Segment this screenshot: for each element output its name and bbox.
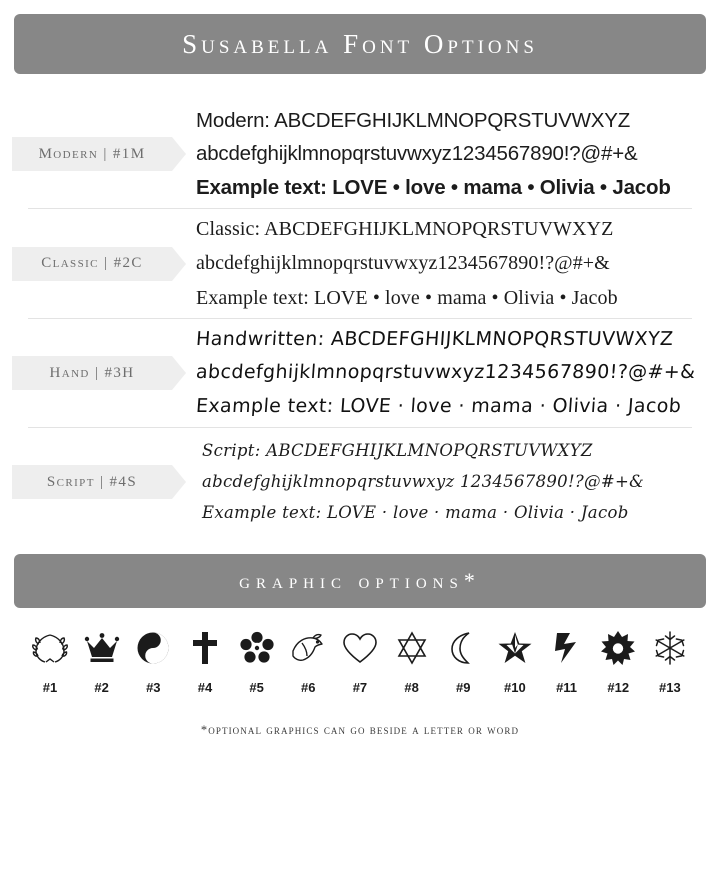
font-tag-label: Classic | #2C (41, 255, 143, 272)
graphic-options-title: graphic options* (239, 568, 481, 594)
font-tag-label: Hand | #3H (49, 364, 135, 381)
crown-icon (82, 626, 122, 670)
font-sample-uppercase: Modern: ABCDEFGHIJKLMNOPQRSTUVWXYZ (196, 109, 631, 133)
font-sample-uppercase: Classic: ABCDEFGHIJKLMNOPQRSTUVWXYZ (196, 218, 614, 240)
font-tag-wrap-hand (0, 356, 196, 390)
graphic-code: #12 (607, 680, 630, 696)
graphic-code: #8 (404, 680, 419, 696)
graphic-option-3[interactable] (129, 626, 177, 695)
font-sample-lowercase: abcdefghijklmnopqrstuvwxyz1234567890!?@#+& (196, 142, 638, 166)
font-options-sheet (0, 14, 720, 870)
font-tag-classic (12, 247, 172, 281)
font-tag-wrap-script (0, 465, 196, 499)
graphic-option-12[interactable] (594, 626, 642, 695)
graphic-option-10[interactable] (491, 626, 539, 695)
font-option-row-hand[interactable] (0, 319, 720, 427)
crescent-moon-icon (447, 626, 479, 670)
font-option-row-classic[interactable] (0, 209, 720, 318)
graphic-option-6[interactable] (284, 626, 332, 695)
yin-yang-icon (136, 626, 170, 670)
graphic-code: #10 (504, 680, 526, 696)
font-sample-uppercase: Handwritten: ABCDEFGHIJKLMNOPQRSTUVWXYZ (195, 327, 675, 350)
snowflake-icon (653, 626, 687, 670)
font-sample-example: Example text: LOVE • love • mama • Olivia • Jacob (196, 175, 671, 199)
graphics-footnote: *optional graphics can go beside a letter or word (200, 723, 520, 738)
graphic-option-7[interactable] (336, 626, 384, 695)
font-sample-hand (196, 326, 720, 421)
font-option-row-modern[interactable] (0, 100, 720, 208)
page-title: Susabella Font Options (182, 28, 538, 59)
graphic-option-1[interactable] (26, 626, 74, 695)
graphic-options-grid (26, 626, 694, 695)
font-sample-example: Example text: LOVE · love · mama · Olivia · Jacob (202, 502, 629, 522)
graphic-option-5[interactable] (233, 626, 281, 695)
font-sample-uppercase: Script: ABCDEFGHIJKLMNOPQRSTUVWXYZ (202, 441, 593, 461)
graphic-option-11[interactable] (543, 626, 591, 695)
graphic-code: #2 (94, 680, 109, 696)
font-option-row-script[interactable] (0, 428, 720, 536)
font-sample-lowercase: abcdefghijklmnopqrstuvwxyz1234567890!?@#+& (196, 252, 610, 275)
header-banner (14, 14, 706, 74)
font-tag-wrap-modern (0, 137, 196, 171)
graphic-option-2[interactable] (78, 626, 126, 695)
font-tag-label: Script | #4S (46, 473, 138, 490)
graphic-options-banner (14, 554, 706, 608)
font-sample-classic (196, 215, 720, 312)
graphic-option-8[interactable] (388, 626, 436, 695)
font-sample-lowercase: abcdefghijklmnopqrstuvwxyz1234567890!?@#+& (195, 361, 697, 384)
font-sample-script (196, 439, 720, 525)
font-tag-modern (12, 137, 172, 171)
graphic-code: #6 (301, 680, 316, 696)
flower-icon (240, 626, 274, 670)
font-options-list (0, 100, 720, 536)
graphic-option-4[interactable] (181, 626, 229, 695)
font-sample-lowercase: abcdefghijklmnopqrstuvwxyz 1234567890!?@#+& (202, 471, 645, 491)
graphic-code: #4 (197, 680, 213, 696)
graphic-code: #13 (659, 680, 681, 696)
cross-icon (192, 626, 218, 670)
font-tag-hand (12, 356, 172, 390)
font-sample-example: Example text: LOVE • love • mama • Olivia • Jacob (196, 286, 618, 309)
font-sample-modern (196, 107, 720, 200)
sun-burst-icon (601, 626, 635, 670)
graphic-code: #7 (352, 680, 368, 696)
font-sample-example: Example text: LOVE · love · mama · Olivia · Jacob (195, 394, 683, 417)
star-of-david-icon (395, 626, 429, 670)
graphic-option-9[interactable] (439, 626, 487, 695)
graphic-code: #1 (42, 680, 58, 696)
dove-icon (289, 626, 327, 670)
graphic-option-13[interactable] (646, 626, 694, 695)
font-tag-script (12, 465, 172, 499)
lightning-bolt-icon (552, 626, 582, 670)
graphic-code: #3 (146, 680, 161, 696)
heart-icon (342, 626, 378, 670)
graphic-code: #5 (249, 680, 264, 696)
font-tag-wrap-classic (0, 247, 196, 281)
nautical-star-icon (497, 626, 533, 670)
laurel-wreath-icon (30, 626, 70, 670)
graphic-code: #11 (556, 680, 578, 696)
graphic-code: #9 (456, 680, 471, 696)
font-tag-label: Modern | #1M (38, 145, 146, 162)
